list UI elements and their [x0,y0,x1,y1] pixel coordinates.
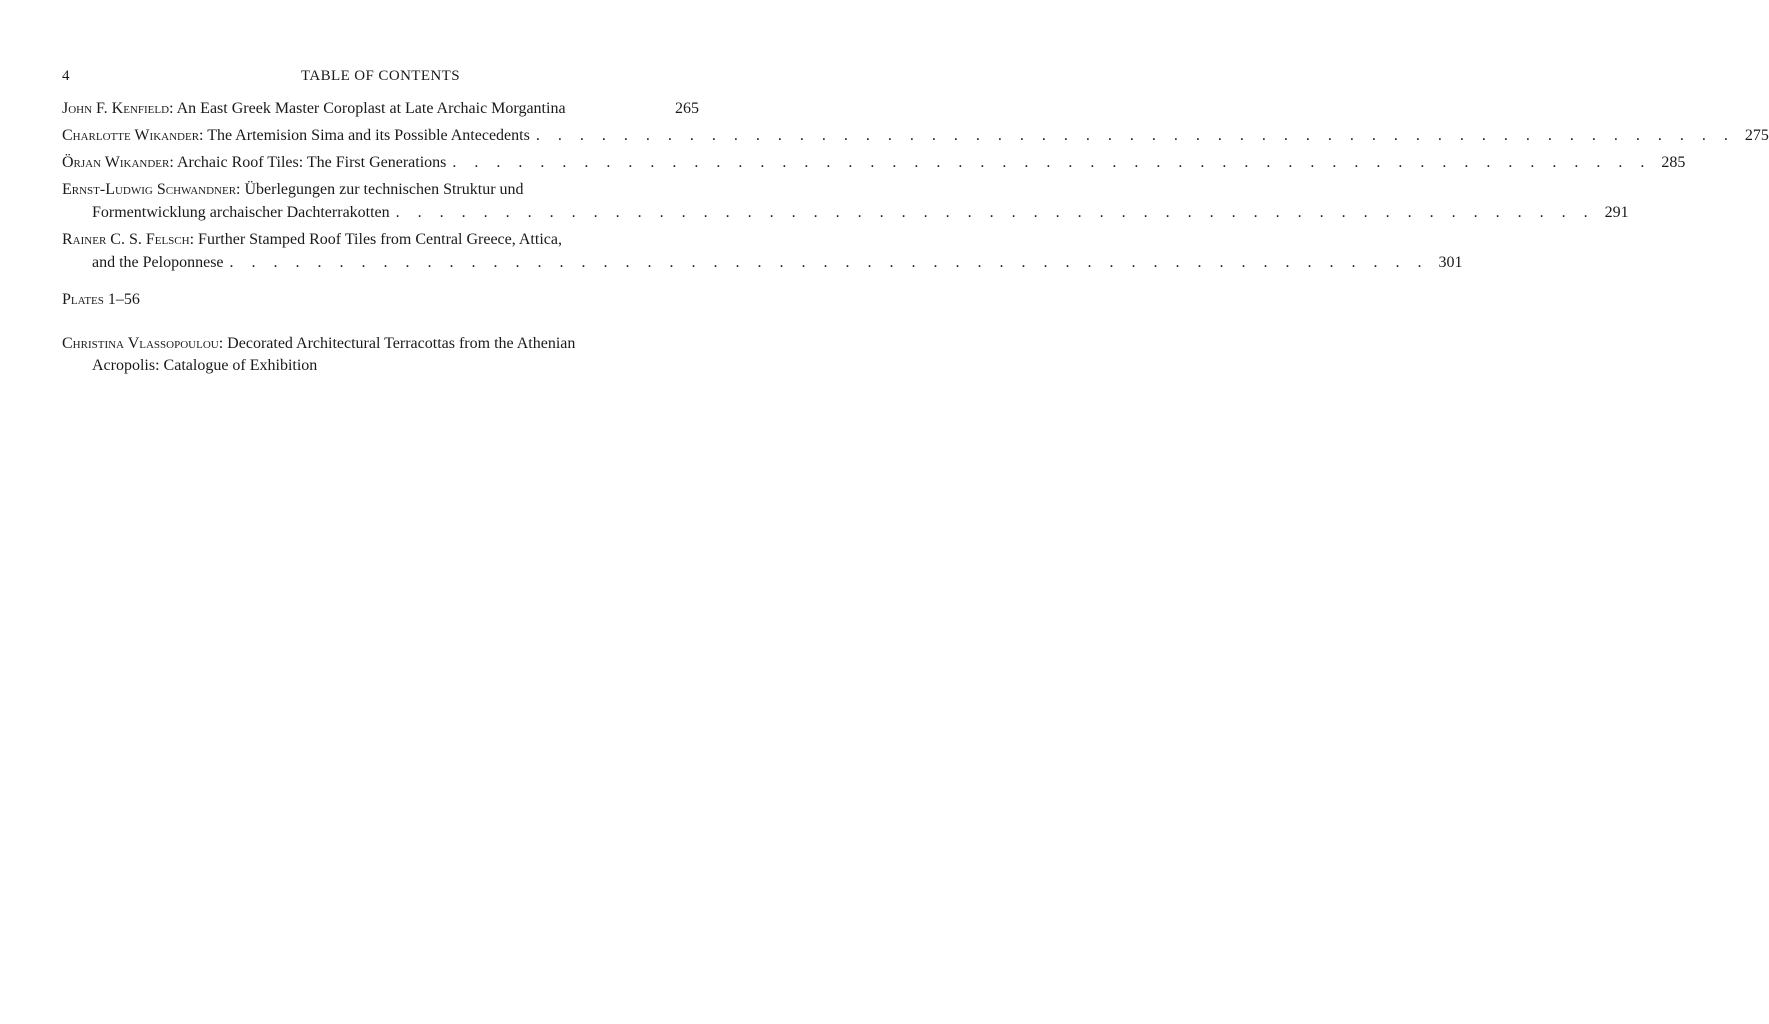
entry-author: Rainer C. S. Felsch [62,231,190,248]
entry-text [62,97,566,120]
entry-page-number: 301 [1438,254,1463,271]
toc-entry-kenfield[interactable] [62,97,699,120]
entry-title: : Further Stamped Roof Tiles from Central Greece, Attica, [189,231,562,248]
entry-text [62,124,530,147]
entry-page-number: 265 [675,100,699,117]
dot-leader: . . . . . . . . . . . . . . . . . . . . . . . . . . . . . . . . . . . . . . . . . . . . . . . . . . . . . . . [229,254,1429,271]
toc-entry-line [62,333,699,355]
toc-entry-vlassopoulou[interactable] [62,333,699,377]
entry-page-number: 285 [1661,154,1686,171]
entry-title: : The Artemision Sima and its Possible Antecedents [199,127,530,144]
entry-author: John F. Kenfield [62,100,170,117]
toc-entry-line [62,151,1686,174]
toc-entry-o-wikander[interactable] [62,151,1686,174]
entry-title: : An East Greek Master Coroplast at Late Archaic Morgantina [169,100,566,117]
toc-entry-plates[interactable]: Plates 1–56 [62,291,140,308]
entry-text [62,151,446,174]
page-title: TABLE OF CONTENTS [301,68,460,84]
toc-entry-line [62,124,1769,147]
section-spacer [62,278,699,288]
dot-leader: . . . . . . . . . . . . . . . . . . . . . . . . . . . . . . . . . . . . . . . . . . . . . . . . . . . . . . . [535,127,1735,144]
entry-title: : Archaic Roof Tiles: The First Generations [169,154,447,171]
page-header [62,68,699,90]
toc-entry-felsch[interactable] [62,228,1463,274]
dot-leader: . . . . . . . . . . . . . . . . . . . . . . . . . . . . . . . . . . . . . . . . . . . . . . . . . . . . . . . [452,154,1652,171]
entry-author: Charlotte Wikander [62,127,200,144]
toc-page [62,68,1769,377]
toc-entry-line-continuation [62,201,1629,224]
toc-entry-line-continuation [62,251,1463,274]
entry-author: Ernst-Ludwig Schwandner [62,181,237,198]
toc-entry-schwandner[interactable] [62,178,1629,224]
page-number: 4 [62,68,70,84]
toc-entry-c-wikander[interactable] [62,124,1769,147]
entry-title-continued: and the Peloponnese [92,254,224,271]
entry-text [62,228,562,251]
toc-entry-line [62,178,699,201]
dot-leader: . . . . . . . . . . . . . . . . . . . . . . . . . . . . . . . . . . . . . . . . . . . . . . . . . . . . . . . [395,204,1595,221]
toc-entry-line [62,97,699,120]
entry-author: Örjan Wikander [62,154,170,171]
entry-text [62,178,524,201]
entry-page-number: 275 [1744,127,1769,144]
entry-title-continued: Acropolis: Catalogue of Exhibition [92,357,318,374]
entry-title: : Überlegungen zur technischen Struktur und [236,181,524,198]
toc-entry-line [62,228,699,251]
entry-author: Christina Vlassopoulou [62,335,219,352]
entry-title: : Decorated Architectural Terracottas from the Athenian [218,335,576,352]
entry-page-number: 291 [1604,204,1629,221]
entry-title-continued: Formentwicklung archaischer Dachterrakotten [92,204,390,221]
